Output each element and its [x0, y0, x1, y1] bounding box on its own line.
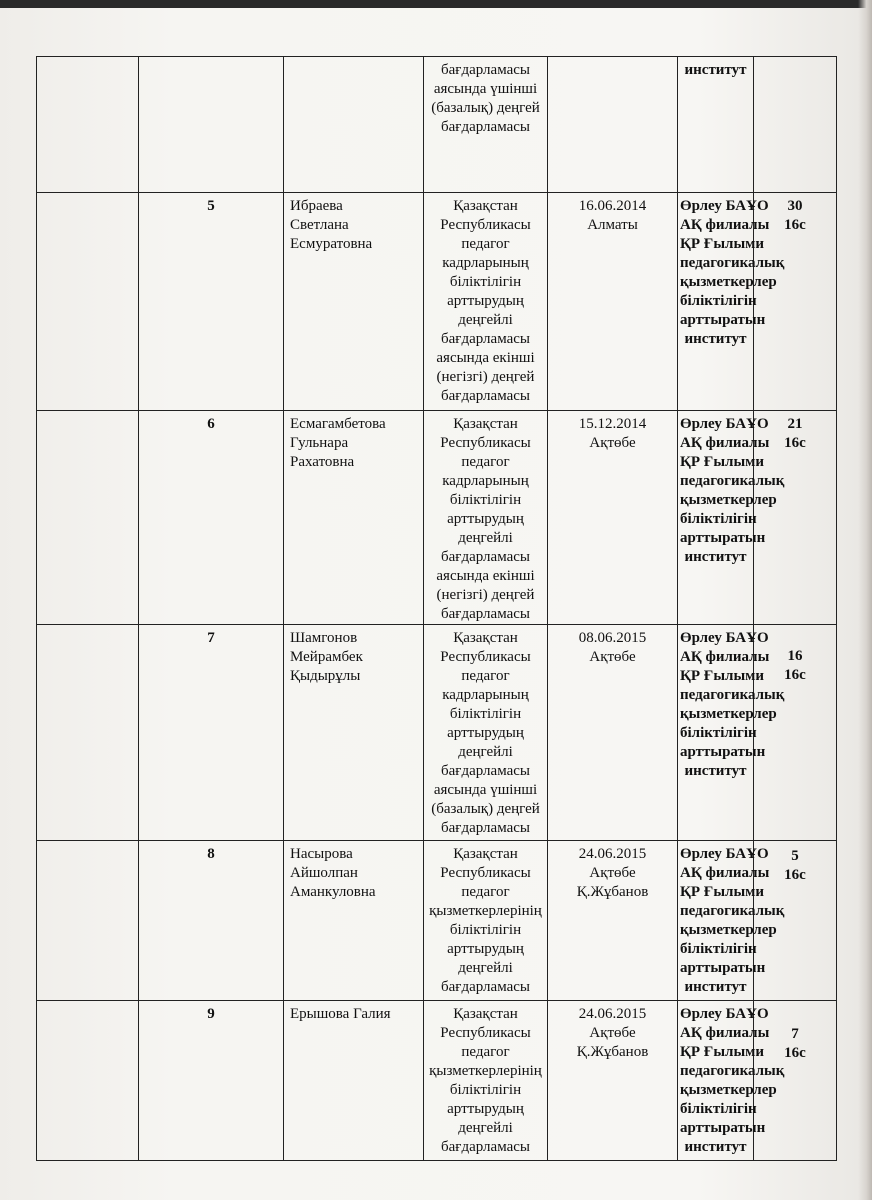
course-program: біліктілігін [449, 274, 522, 290]
row-number-cell [139, 1001, 284, 1161]
institute-name: ҚР Ғылыми [680, 1044, 765, 1060]
course-date-place: 08.06.2015 [578, 630, 647, 646]
course-program: Республикасы [440, 1025, 531, 1041]
institute-name: ҚР Ғылыми [680, 668, 765, 684]
course-program: (базалық) деңгей [431, 801, 540, 817]
course-date-place: Ақтөбе [589, 1025, 636, 1041]
course-date-place: 15.12.2014 [578, 416, 647, 432]
teacher-name-cell [284, 1001, 424, 1161]
course-program: Қазақстан [453, 630, 518, 646]
hours-count-cell [754, 57, 837, 193]
hours-count: 5 [791, 848, 799, 864]
course-program: бағдарламасы [441, 606, 530, 622]
institute-name: институт [684, 979, 747, 995]
institute-name: Өрлеу БАҰО [680, 416, 769, 432]
row-number: 7 [207, 630, 215, 646]
course-program: (базалық) деңгей [431, 100, 540, 116]
teacher-name: Мейрамбек [290, 649, 363, 665]
teacher-name-cell [284, 841, 424, 1001]
course-date-place-cell [548, 625, 678, 841]
blank-cell [37, 1001, 139, 1161]
institute-name: қызметкерлер [680, 274, 777, 290]
institute-name: АҚ филиалы [680, 865, 770, 881]
course-program: кадрларының [442, 473, 529, 489]
institute-name: арттыратын [680, 530, 766, 546]
institute-name-cell [678, 57, 754, 193]
course-program: біліктілігін [449, 1082, 522, 1098]
course-program: арттырудың [447, 511, 524, 527]
course-program: аясында үшінші [433, 782, 538, 798]
teacher-name: Есмуратовна [290, 236, 373, 252]
row-number: 5 [207, 198, 215, 214]
institute-name: біліктілігін [680, 293, 757, 309]
course-date-place: 24.06.2015 [578, 1006, 647, 1022]
course-program: педагог [461, 668, 510, 684]
hours-count: 30 [787, 198, 803, 214]
institute-name: педагогикалық [680, 903, 785, 919]
institute-name: институт [684, 1139, 747, 1155]
course-program: бағдарламасы [441, 1139, 530, 1155]
course-program: арттырудың [447, 1101, 524, 1117]
course-program: деңгейлі [458, 744, 513, 760]
institute-name-cell [678, 193, 785, 411]
institute-name: қызметкерлер [680, 922, 777, 938]
course-program: арттырудың [447, 941, 524, 957]
course-program: аясында екінші [436, 568, 535, 584]
table-row [37, 193, 837, 411]
institute-name: біліктілігін [680, 511, 757, 527]
course-program: (негізгі) деңгей [436, 369, 535, 385]
institute-name: АҚ филиалы [680, 217, 770, 233]
teacher-name-cell [284, 193, 424, 411]
institute-name: қызметкерлер [680, 1082, 777, 1098]
course-program: бағдарламасы [441, 763, 530, 779]
course-program: Республикасы [440, 649, 531, 665]
institute-name: институт [684, 62, 747, 78]
teacher-name: Айшолпан [290, 865, 358, 881]
scan-right-edge [858, 0, 872, 1200]
course-date-place-cell [548, 193, 678, 411]
course-program: арттырудың [447, 293, 524, 309]
row-number-cell [139, 411, 284, 625]
course-program-cell [424, 57, 548, 193]
teacher-name: Светлана [290, 217, 349, 233]
course-program: біліктілігін [449, 492, 522, 508]
course-date-place-cell [548, 411, 678, 625]
course-program: деңгейлі [458, 530, 513, 546]
row-number: 9 [207, 1006, 215, 1022]
course-program: біліктілігін [449, 706, 522, 722]
institute-name-cell [678, 841, 785, 1001]
hours-count: 16с [784, 867, 806, 883]
institute-name: ҚР Ғылыми [680, 236, 765, 252]
teacher-name: Насырова [290, 846, 353, 862]
course-program: қызметкерлерінің [429, 903, 542, 919]
teacher-name: Рахатовна [290, 454, 355, 470]
institute-name: АҚ филиалы [680, 649, 770, 665]
row-number: 8 [207, 846, 215, 862]
course-program-cell [424, 1001, 548, 1161]
course-program: педагог [461, 236, 510, 252]
institute-name: ҚР Ғылыми [680, 884, 765, 900]
course-program-cell [424, 193, 548, 411]
teacher-name-cell [284, 57, 424, 193]
blank-cell [37, 625, 139, 841]
institute-name: арттыратын [680, 960, 766, 976]
course-program: Қазақстан [453, 846, 518, 862]
institute-name: институт [684, 549, 747, 565]
institute-name: ҚР Ғылыми [680, 454, 765, 470]
training-records-table [36, 56, 837, 1161]
teacher-name-cell [284, 625, 424, 841]
teacher-name-cell [284, 411, 424, 625]
institute-name: Өрлеу БАҰО [680, 846, 769, 862]
course-program: кадрларының [442, 255, 529, 271]
course-program: педагог [461, 454, 510, 470]
teacher-name: Ерышова Галия [290, 1006, 391, 1022]
blank-cell [37, 841, 139, 1001]
institute-name: арттыратын [680, 1120, 766, 1136]
institute-name: АҚ филиалы [680, 435, 770, 451]
institute-name: біліктілігін [680, 941, 757, 957]
course-date-place: 24.06.2015 [578, 846, 647, 862]
course-program: бағдарламасы [441, 979, 530, 995]
teacher-name: Ибраева [290, 198, 343, 214]
hours-count: 21 [787, 416, 803, 432]
table-row [37, 411, 837, 625]
course-program: деңгейлі [458, 960, 513, 976]
course-date-place: 16.06.2014 [578, 198, 647, 214]
institute-name: институт [684, 331, 747, 347]
course-program: қызметкерлерінің [429, 1063, 542, 1079]
course-program-cell [424, 841, 548, 1001]
scan-top-edge [0, 0, 872, 8]
institute-name: біліктілігін [680, 725, 757, 741]
institute-name-cell [678, 1001, 785, 1161]
hours-count: 7 [791, 1026, 799, 1042]
course-program: Республикасы [440, 435, 531, 451]
blank-cell [37, 57, 139, 193]
course-program: аясында екінші [436, 350, 535, 366]
course-program: бағдарламасы [441, 119, 530, 135]
course-program: педагог [461, 1044, 510, 1060]
row-number-cell [139, 841, 284, 1001]
course-program: бағдарламасы [441, 331, 530, 347]
institute-name: педагогикалық [680, 687, 785, 703]
course-program: кадрларының [442, 687, 529, 703]
institute-name: арттыратын [680, 312, 766, 328]
course-program: Республикасы [440, 865, 531, 881]
course-date-place-cell [548, 1001, 678, 1161]
hours-count: 16с [784, 217, 806, 233]
course-program: Республикасы [440, 217, 531, 233]
course-date-place: Ақтөбе [589, 435, 636, 451]
course-program-cell [424, 411, 548, 625]
row-number: 6 [207, 416, 215, 432]
course-program: педагог [461, 884, 510, 900]
hours-count: 16с [784, 1045, 806, 1061]
hours-count: 16с [784, 667, 806, 683]
row-number-cell [139, 193, 284, 411]
institute-name: педагогикалық [680, 1063, 785, 1079]
course-date-place: Қ.Жұбанов [576, 1044, 649, 1060]
course-date-place-cell [548, 841, 678, 1001]
course-program: Қазақстан [453, 198, 518, 214]
teacher-name: Шамгонов [290, 630, 358, 646]
institute-name: біліктілігін [680, 1101, 757, 1117]
course-program: деңгейлі [458, 1120, 513, 1136]
teacher-name: Гульнара [290, 435, 349, 451]
course-program-cell [424, 625, 548, 841]
teacher-name: Қыдырұлы [290, 668, 361, 684]
blank-cell [37, 411, 139, 625]
table-row [37, 625, 837, 841]
teacher-name: Есмагамбетова [290, 416, 386, 432]
course-date-place-cell [548, 57, 678, 193]
teacher-name: Аманкуловна [290, 884, 376, 900]
course-date-place: Қ.Жұбанов [576, 884, 649, 900]
course-program: бағдарламасы [441, 549, 530, 565]
course-program: аясында үшінші [433, 81, 538, 97]
course-program: бағдарламасы [441, 820, 530, 836]
course-program: деңгейлі [458, 312, 513, 328]
institute-name-cell [678, 411, 785, 625]
table-row [37, 57, 837, 193]
institute-name: қызметкерлер [680, 706, 777, 722]
course-program: біліктілігін [449, 922, 522, 938]
hours-count: 16с [784, 435, 806, 451]
blank-cell [37, 193, 139, 411]
institute-name: институт [684, 763, 747, 779]
course-program: Қазақстан [453, 1006, 518, 1022]
course-program: арттырудың [447, 725, 524, 741]
institute-name: АҚ филиалы [680, 1025, 770, 1041]
institute-name: Өрлеу БАҰО [680, 1006, 769, 1022]
table-row [37, 1001, 837, 1161]
institute-name-cell [678, 625, 785, 841]
institute-name: педагогикалық [680, 473, 785, 489]
course-date-place: Алматы [587, 217, 638, 233]
course-program: Қазақстан [453, 416, 518, 432]
course-program: (негізгі) деңгей [436, 587, 535, 603]
institute-name: Өрлеу БАҰО [680, 198, 769, 214]
institute-name: педагогикалық [680, 255, 785, 271]
institute-name: Өрлеу БАҰО [680, 630, 769, 646]
row-number-cell [139, 57, 284, 193]
table-row [37, 841, 837, 1001]
course-program: бағдарламасы [441, 388, 530, 404]
hours-count: 16 [787, 648, 803, 664]
course-date-place: Ақтөбе [589, 865, 636, 881]
course-program: бағдарламасы [441, 62, 530, 78]
institute-name: қызметкерлер [680, 492, 777, 508]
course-date-place: Ақтөбе [589, 649, 636, 665]
institute-name: арттыратын [680, 744, 766, 760]
row-number-cell [139, 625, 284, 841]
